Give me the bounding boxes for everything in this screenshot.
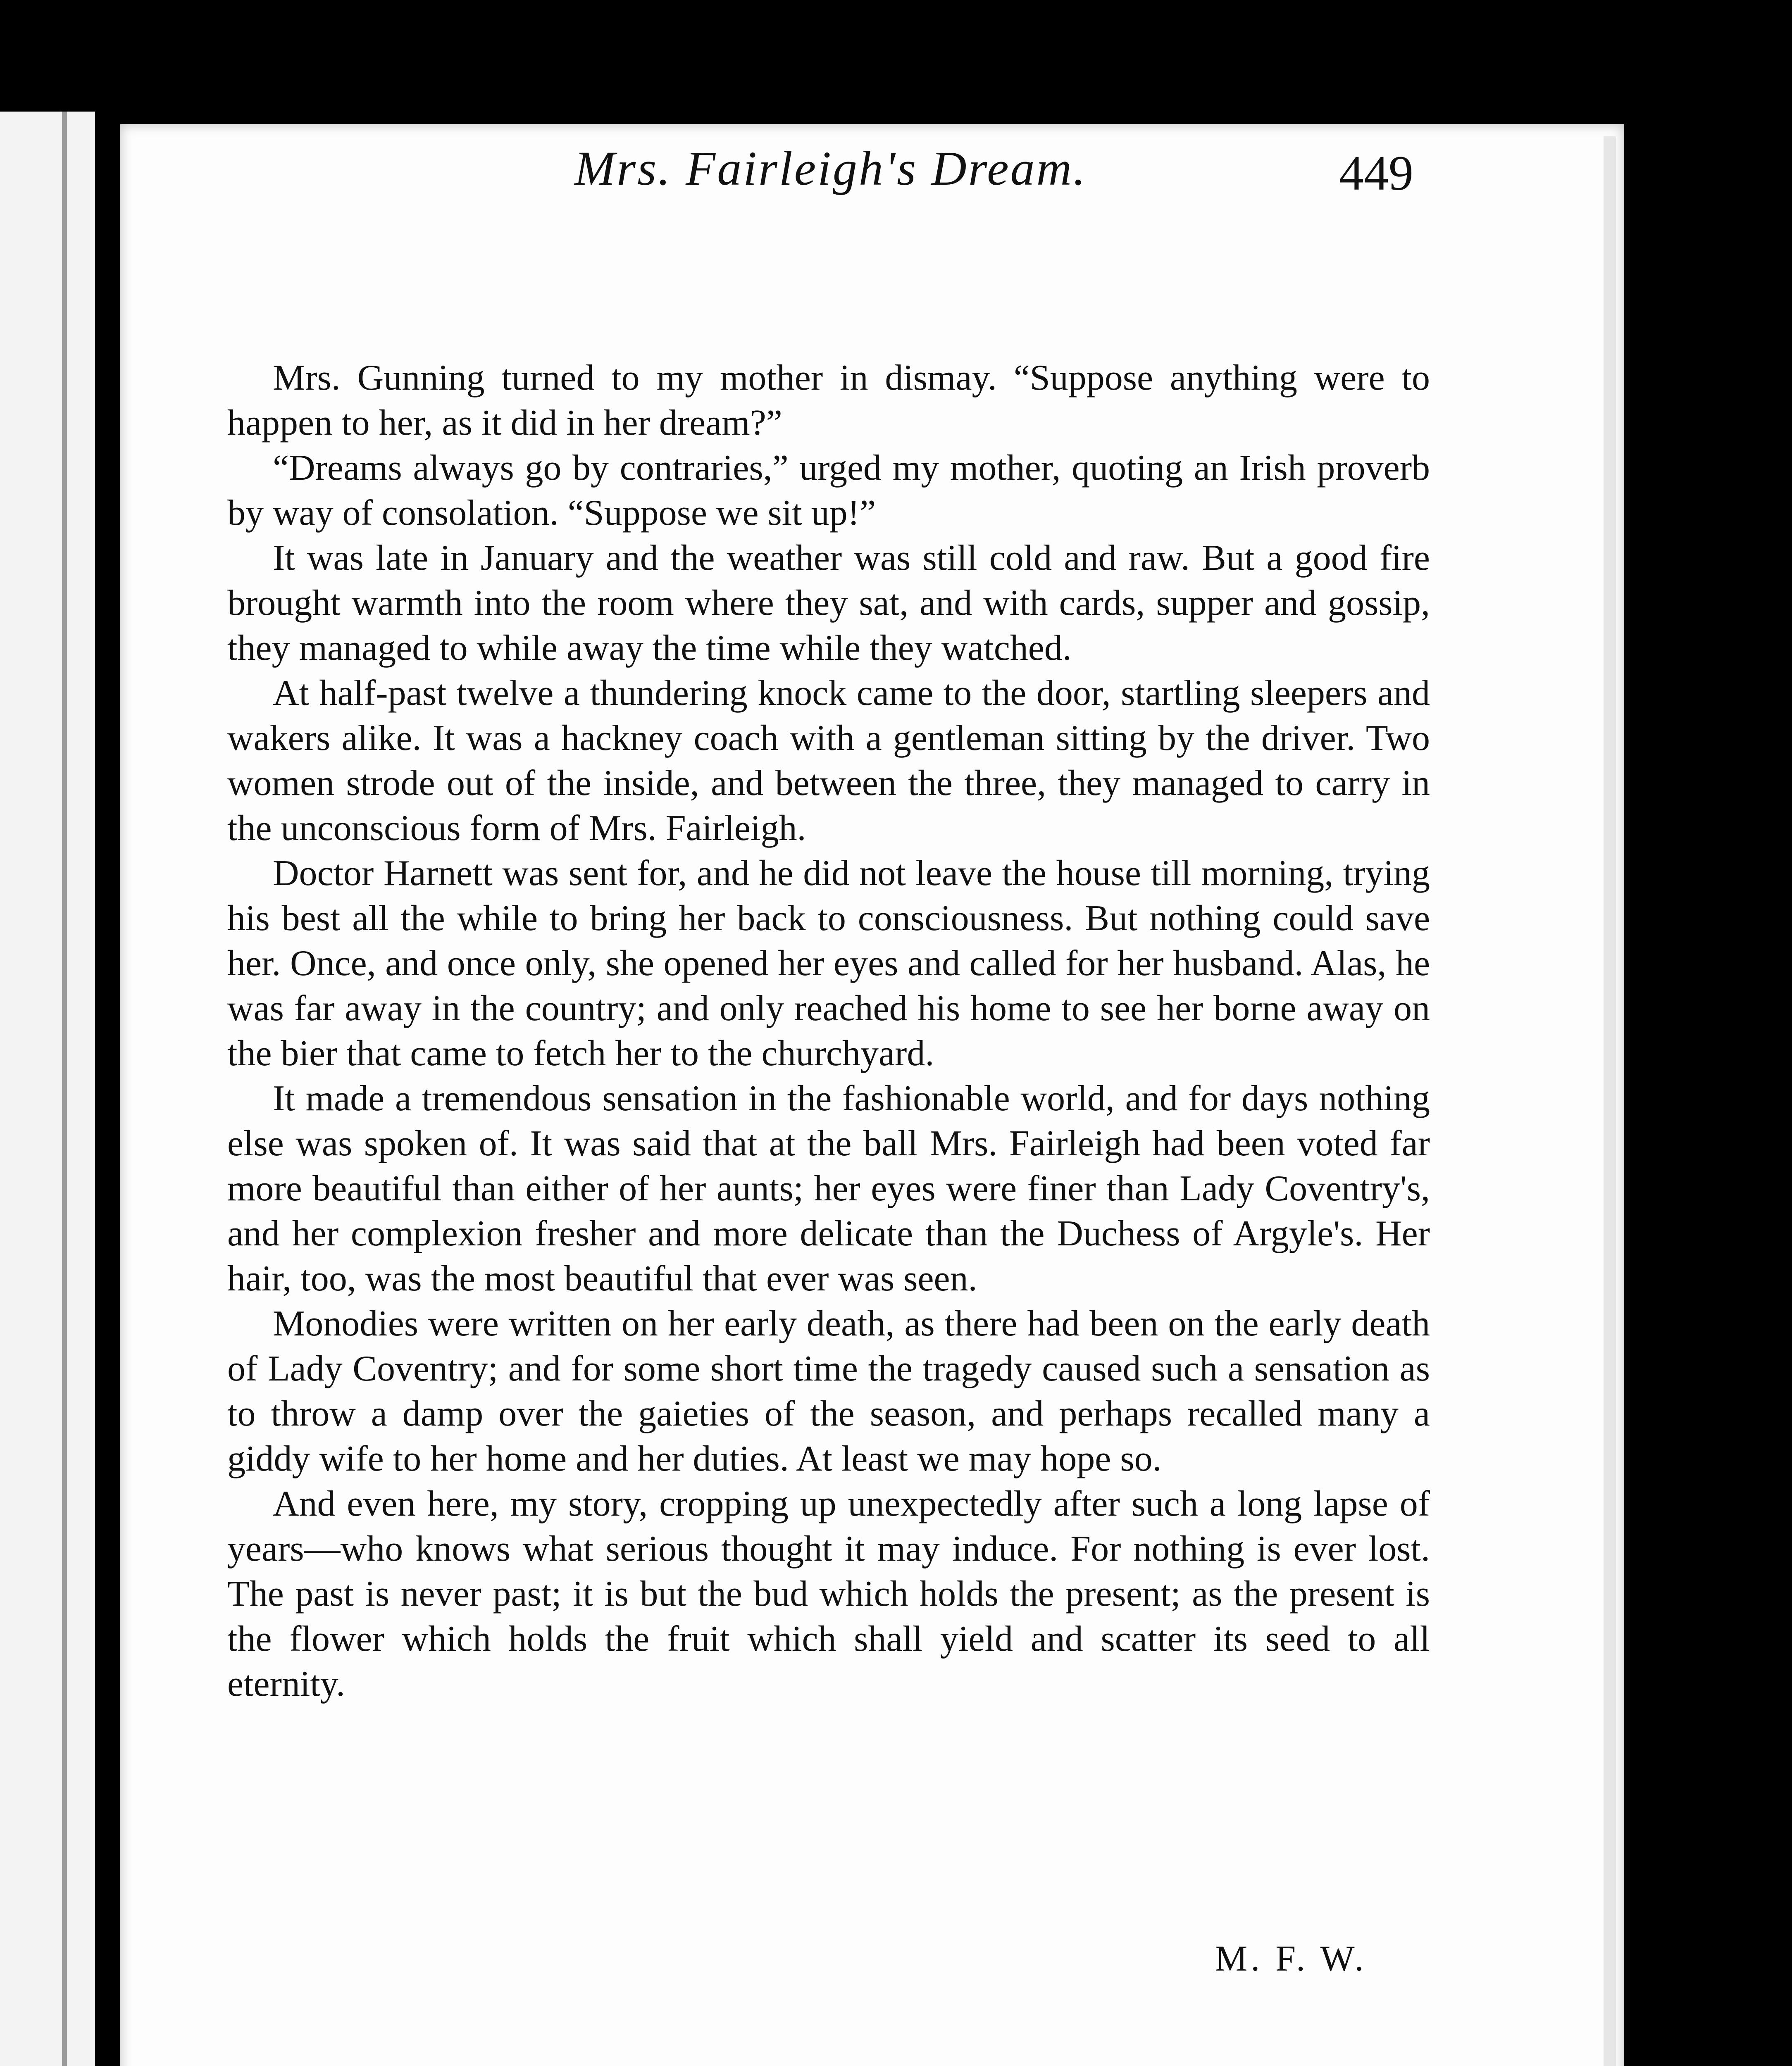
adjacent-page-edge: [62, 112, 67, 2066]
body-text: [227, 355, 1430, 1707]
paragraph: “Dreams always go by contraries,” urged my mother, quoting an Irish proverb by way of consolation. “Suppose we sit up!”: [227, 448, 1430, 533]
paragraph: It made a tremendous sensation in the fashionable world, and for days nothing else was spoken of. It was said that at the ball Mrs. Fairleigh had been voted far more beautiful than either of her aunts; her eyes were finer than Lady Coventry's, and her complexion fresher and more delicate than the Duchess of Argyle's. Her hair, too, was the most beautiful that ever was seen.: [227, 1078, 1430, 1299]
paragraph: Mrs. Gunning turned to my mother in dismay. “Suppose anything were to happen to her, as it did in her dream?”: [227, 358, 1430, 443]
running-title: Mrs. Fairleigh's Dream.: [574, 141, 1087, 195]
paragraph: At half-past twelve a thundering knock came to the door, startling sleepers and wakers alike. It was a hackney coach with a gentleman sitting by the driver. Two women strode out of the inside, and between the three, they managed to carry in the unconscious form of Mrs. Fairleigh.: [227, 673, 1430, 848]
paragraph: Monodies were written on her early death, as there had been on the early death of Lady Coventry; and for some short time the tragedy caused such a sensation as to throw a damp over the gaieties of the season, and perhaps recalled many a giddy wife to her home and her duties. At least we may hope so.: [227, 1304, 1430, 1479]
page-header: [0, 140, 1792, 211]
page-edge-shadow: [1604, 136, 1616, 2066]
paragraph: Doctor Harnett was sent for, and he did not leave the house till morning, trying his best all the while to bring her back to consciousness. But nothing could save her. Once, and once only, she opened her eyes and called for her husband. Alas, he was far away in the country; and only reached his home to see her borne away on the bier that came to fetch her to the churchyard.: [227, 853, 1430, 1073]
author-initials: M. F. W.: [1215, 1939, 1367, 1979]
page-number: 449: [1339, 145, 1413, 200]
adjacent-page-strip: [0, 112, 95, 2066]
paragraph: It was late in January and the weather was still cold and raw. But a good fire brought warmth into the room where they sat, and with cards, supper and gossip, they managed to while away the time while they watched.: [227, 538, 1430, 668]
paragraph: And even here, my story, cropping up unexpectedly after such a long lapse of years—who knows what serious thought it may induce. For nothing is ever lost. The past is never past; it is but the bud which holds the present; as the present is the flower which holds the fruit which shall yield and scatter its seed to all eternity.: [227, 1484, 1430, 1704]
